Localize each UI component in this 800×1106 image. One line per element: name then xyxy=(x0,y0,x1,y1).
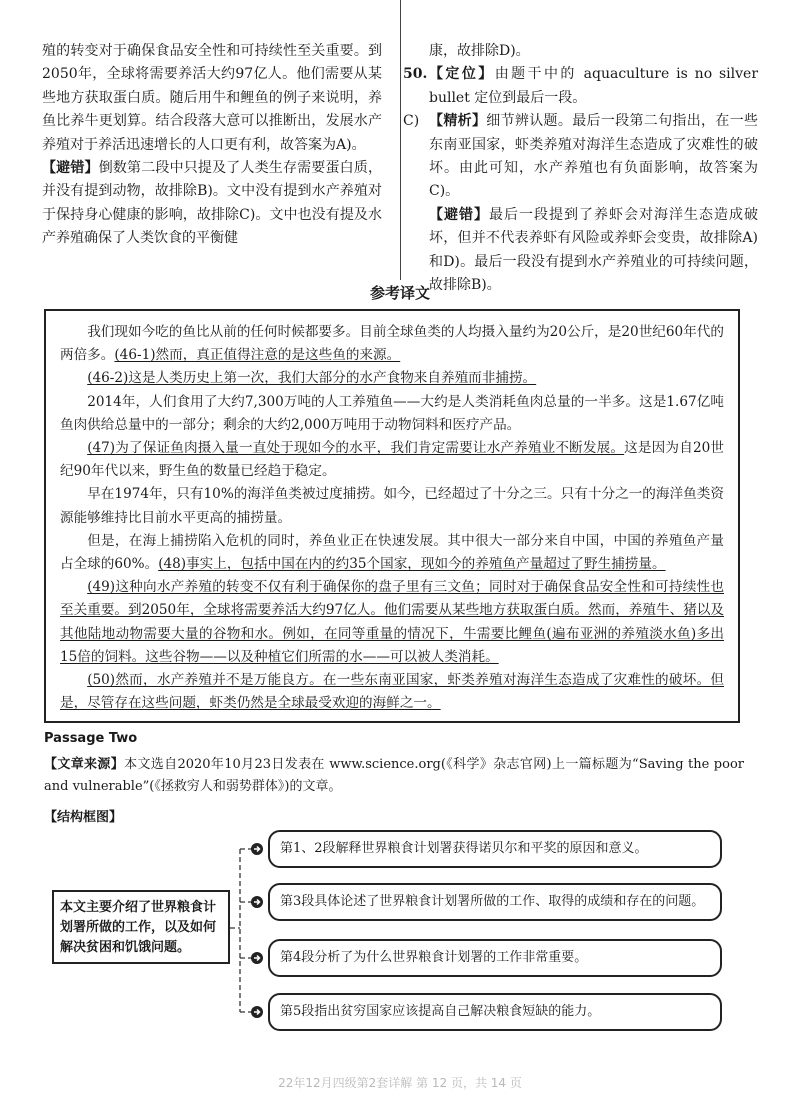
avoid-error-paragraph xyxy=(42,157,382,251)
article-source xyxy=(44,754,744,798)
circle-arrow-icon xyxy=(250,1005,264,1019)
underlined-sentence: (47)为了保证鱼肉摄入量一直处于现如今的水平，我们肯定需要让水产养殖业不断发展。 xyxy=(87,440,625,457)
translation-paragraph: 我们现如今吃的鱼比从前的任何时候都要多。目前全球鱼类的人均摄入量约为20公斤，是20世纪60年代的两倍多。(46-1)然而，真正值得注意的是这些鱼的来源。 xyxy=(60,324,724,364)
underlined-sentence: (46-1)然而，真正值得注意的是这些鱼的来源。 xyxy=(114,347,401,364)
underlined-sentence: (49)这种向水产养殖的转变不仅有利于确保你的盘子里有三文鱼；同时对于确保食品安全性和可持续性也至关重要。到2050年，全球将需要养活大约97亿人。他们需要从某些地方获取蛋白质。然而，养殖牛、猪以及其他陆地动物需要大量的谷物和水。例如，在同等重量的情况下，牛需要比鲤鱼(遍布亚洲的养殖淡水鱼)多出15倍的饲料。这些谷物——以及种植它们所需的水——可以被人类消耗。 xyxy=(60,579,724,665)
underlined-sentence: (48)事实上，包括中国在内的约35个国家，现如今的养殖鱼产量超过了野生捕捞量。 xyxy=(158,556,666,573)
translation-paragraph: 早在1974年，只有10%的海洋鱼类被过度捕捞。如今，已经超过了十分之三。只有十分之一的海洋鱼类资源能够维持比目前水平更高的捕捞量。 xyxy=(60,486,724,526)
avoid-text: 最后一段提到了养虾会对海洋生态造成破坏，但并不代表养虾有风险或养虾会变贵，故排除A)和D)。最后一段没有提到水产养殖业的可持续问题，故排除B)。 xyxy=(429,206,758,294)
translation-paragraph xyxy=(60,669,724,715)
underlined-sentence: (46-2)这是人类历史上第一次，我们大部分的水产食物来自养殖而非捕捞。 xyxy=(87,370,537,387)
structure-item: 第5段指出贫穷国家应该提高自己解决粮食短缺的能力。 xyxy=(268,993,722,1031)
translation-paragraph: 但是，在海上捕捞陷入危机的同时，养鱼业正在快速发展。其中很大一部分来自中国，中国的养殖鱼产量占全球的60%。(48)事实上，包括中国在内的约35个国家，现如今的养殖鱼产量超过了野生捕捞量。 xyxy=(60,532,724,573)
analysis-tag: 【精析】 xyxy=(429,113,487,130)
source-tag: 【文章来源】 xyxy=(44,757,125,772)
question-number: 50. xyxy=(403,66,428,83)
explanation-paragraph: 殖的转变对于确保食品安全性和可持续性至关重要。到2050年，全球将需要养活大约97亿人。他们需要从某些地方获取蛋白质。随后用牛和鲤鱼的例子来说明，养鱼比养牛更划算。结合段落大意可以推断出，发展水产养殖对于养活迅速增长的人口更有利，故答案为A)。 xyxy=(42,43,382,153)
translation-paragraph xyxy=(60,576,724,669)
translation-paragraph: (47)为了保证鱼肉摄入量一直处于现如今的水平，我们肯定需要让水产养殖业不断发展。这是因为自20世纪90年代以来，野生鱼的数量已经趋于稳定。 xyxy=(60,440,724,480)
question-50-analysis xyxy=(403,110,758,204)
structure-summary-box: 本文主要介绍了世界粮食计划署所做的工作，以及如何解决贫困和饥饿问题。 xyxy=(52,890,230,964)
locate-text: 由题干中的 aquaculture is no silver bullet 定位到最后一段。 xyxy=(429,66,759,106)
avoid-tag: 【避错】 xyxy=(429,206,489,223)
circle-arrow-icon xyxy=(250,951,264,965)
column-divider xyxy=(400,0,401,280)
answer-letter: C) xyxy=(403,113,420,130)
passage-heading: Passage Two xyxy=(44,731,138,746)
right-column xyxy=(403,40,758,297)
avoid-error-text: 倒数第二段中只提及了人类生存需要蛋白质，并没有提到动物，故排除B)。文中没有提到水产养殖对于保持身心健康的影响，故排除C)。文中也没有提及水产养殖确保了人类饮食的平衡健 xyxy=(42,160,383,247)
question-50-locate xyxy=(403,63,758,110)
analysis-text: 细节辨认题。最后一段第二句指出，在一些东南亚国家，虾类养殖对海洋生态造成了灾难性的破坏。由此可知，水产养殖也有负面影响，故答案为C)。 xyxy=(429,113,759,200)
underlined-sentence: (50)然而，水产养殖并不是万能良方。在一些东南亚国家，虾类养殖对海洋生态造成了灾难性的破坏。但是，尽管存在这些问题，虾类仍然是全球最受欢迎的海鲜之一。 xyxy=(60,672,724,712)
structure-item: 第3段具体论述了世界粮食计划署所做的工作、取得的成绩和存在的问题。 xyxy=(268,883,722,921)
left-column xyxy=(42,40,382,251)
structure-item: 第4段分析了为什么世界粮食计划署的工作非常重要。 xyxy=(268,939,722,977)
translation-paragraph: 2014年，人们食用了大约7,300万吨的人工养殖鱼——大约是人类消耗鱼肉总量的一半多。这是1.67亿吨鱼肉供给总量中的一部分；剩余的大约2,000万吨用于动物饲料和医疗产品。 xyxy=(60,393,724,433)
structure-item: 第1、2段解释世界粮食计划署获得诺贝尔和平奖的原因和意义。 xyxy=(268,830,722,868)
structure-heading: 【结构框图】 xyxy=(44,810,123,825)
page-footer: 22年12月四级第2套详解 第 12 页，共 14 页 xyxy=(278,1076,522,1090)
translation-paragraph xyxy=(60,367,724,390)
circle-arrow-icon xyxy=(250,842,264,856)
section-title: 参考译文 xyxy=(369,284,430,302)
translation-box xyxy=(44,309,740,723)
source-text: 本文选自2020年10月23日发表在 www.science.org(《科学》杂志官网)上一篇标题为“Saving the poor and vulnerable”(《拯救穷人和弱势群体》)的文章。 xyxy=(44,757,744,794)
locate-tag: 【定位】 xyxy=(429,66,495,83)
continued-line: 康，故排除D)。 xyxy=(429,43,530,59)
avoid-error-tag: 【避错】 xyxy=(42,160,99,177)
circle-arrow-icon xyxy=(250,895,264,909)
